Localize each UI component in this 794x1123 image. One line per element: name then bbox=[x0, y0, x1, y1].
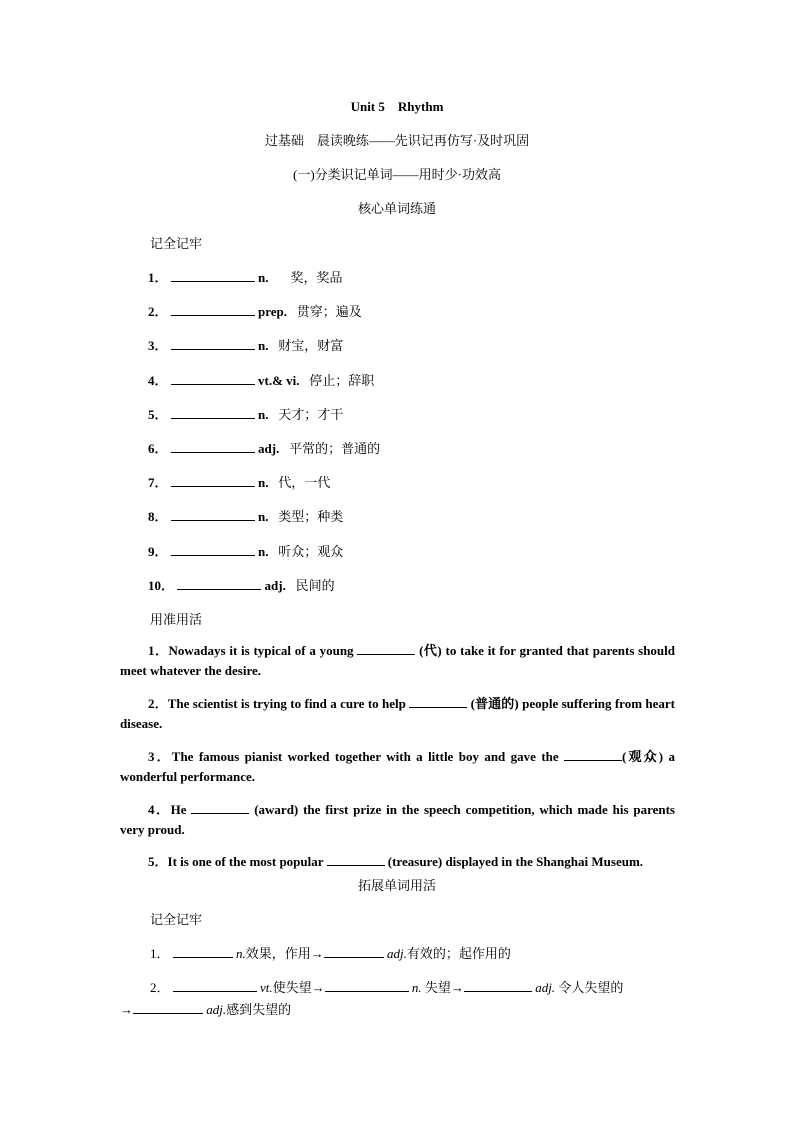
sentence-hint: (普通的) bbox=[470, 696, 519, 711]
sentence-text-before: He bbox=[170, 802, 187, 817]
item-number: 3． bbox=[148, 338, 168, 353]
item-number: 1． bbox=[148, 270, 168, 285]
item-number: 2． bbox=[150, 980, 170, 995]
answer-blank[interactable] bbox=[171, 303, 255, 316]
vocab-item bbox=[148, 506, 343, 525]
sentence-text-after: a wonderful performance. bbox=[120, 749, 675, 784]
section-title: 过基础 晨读晚练——先识记再仿写·及时巩固 bbox=[264, 133, 530, 148]
vocab-item bbox=[148, 438, 380, 457]
extension-title: 拓展单词用活 bbox=[357, 878, 436, 893]
part-of-speech: n. bbox=[258, 475, 269, 490]
meaning: 奖，奖品 bbox=[290, 270, 343, 285]
meaning: 天才；才干 bbox=[278, 407, 344, 422]
item-number: 7． bbox=[148, 475, 168, 490]
meaning: 财宝，财富 bbox=[278, 338, 344, 353]
answer-blank[interactable] bbox=[173, 979, 257, 992]
extension-item-2-line1 bbox=[150, 977, 623, 996]
part-of-speech: n. bbox=[258, 544, 269, 559]
item-number: 10． bbox=[148, 578, 175, 593]
part-of-speech: adj. bbox=[387, 946, 407, 961]
answer-blank[interactable] bbox=[191, 801, 249, 814]
arrow: → bbox=[120, 1002, 133, 1017]
answer-blank[interactable] bbox=[325, 979, 409, 992]
extension-item-1 bbox=[150, 943, 511, 962]
part-of-speech: adj. bbox=[264, 578, 286, 593]
item-number: 2． bbox=[148, 304, 168, 319]
core-title: 核心单词练通 bbox=[357, 201, 436, 216]
sentence-hint: (观众) bbox=[622, 749, 664, 764]
answer-blank[interactable] bbox=[357, 642, 415, 655]
part-of-speech: n. bbox=[258, 407, 269, 422]
sentence-text-after: people suffering from heart disease. bbox=[120, 696, 675, 731]
sentence-hint: (代) bbox=[419, 643, 442, 658]
meaning: 贯穿；遍及 bbox=[296, 304, 362, 319]
sentence-text-after: the first prize in the speech competition, which made his parents very proud. bbox=[120, 802, 675, 837]
sentence-item bbox=[120, 747, 675, 787]
part1-label: 记全记牢 bbox=[150, 236, 203, 251]
vocab-item bbox=[148, 335, 343, 354]
answer-blank[interactable] bbox=[171, 440, 255, 453]
meaning: 使失望→ bbox=[272, 980, 325, 995]
sentence-text-before: It is one of the most popular bbox=[167, 854, 324, 869]
meaning: 民间的 bbox=[295, 578, 335, 593]
answer-blank[interactable] bbox=[171, 372, 255, 385]
answer-blank[interactable] bbox=[171, 508, 255, 521]
answer-blank[interactable] bbox=[171, 406, 255, 419]
part2-label: 用准用活 bbox=[150, 612, 203, 627]
item-number: 6． bbox=[148, 441, 168, 456]
sentence-number: 4． bbox=[148, 802, 171, 817]
sentence-hint: (treasure) bbox=[387, 854, 443, 869]
part-of-speech: adj. bbox=[258, 441, 280, 456]
answer-blank[interactable] bbox=[171, 337, 255, 350]
answer-blank[interactable] bbox=[171, 543, 255, 556]
part-of-speech: n. bbox=[236, 946, 246, 961]
answer-blank[interactable] bbox=[327, 853, 385, 866]
extension-label: 记全记牢 bbox=[150, 912, 203, 927]
sentence-item bbox=[120, 852, 675, 872]
item-number: 5． bbox=[148, 407, 168, 422]
item-number: 8． bbox=[148, 509, 168, 524]
item-number: 9． bbox=[148, 544, 168, 559]
vocab-item bbox=[148, 541, 343, 560]
part-of-speech: n. bbox=[258, 509, 269, 524]
meaning: 代，一代 bbox=[278, 475, 331, 490]
part-of-speech: n. bbox=[411, 980, 422, 995]
meaning: 停止；辞职 bbox=[309, 373, 375, 388]
sentence-number: 3． bbox=[148, 749, 172, 764]
answer-blank[interactable] bbox=[171, 269, 255, 282]
answer-blank[interactable] bbox=[177, 577, 261, 590]
sentence-item bbox=[120, 800, 675, 840]
sentence-item bbox=[120, 694, 675, 734]
meaning: 感到失望的 bbox=[226, 1002, 292, 1017]
meaning: 令人失望的 bbox=[558, 980, 624, 995]
answer-blank[interactable] bbox=[324, 945, 384, 958]
sentence-number: 1． bbox=[148, 643, 169, 658]
answer-blank[interactable] bbox=[464, 979, 532, 992]
part-of-speech: n. bbox=[258, 270, 269, 285]
vocab-item bbox=[148, 267, 343, 286]
vocab-item bbox=[148, 404, 343, 423]
sentence-number: 5． bbox=[148, 854, 168, 869]
item-number: 1． bbox=[150, 946, 170, 961]
meaning: 效果，作用→ bbox=[245, 946, 324, 961]
vocab-item bbox=[148, 370, 374, 389]
answer-blank[interactable] bbox=[171, 474, 255, 487]
meaning: 有效的；起作用的 bbox=[406, 946, 511, 961]
sentence-text-before: The famous pianist worked together with a little boy and gave the bbox=[171, 749, 559, 764]
subsection-title: (一)分类识记单词——用时少·功效高 bbox=[293, 167, 501, 182]
meaning: 平常的；普通的 bbox=[289, 441, 381, 456]
extension-item-2-line2 bbox=[120, 999, 291, 1018]
part-of-speech: prep. bbox=[258, 304, 288, 319]
meaning: 类型；种类 bbox=[278, 509, 344, 524]
sentence-number: 2． bbox=[148, 696, 168, 711]
sentence-text-before: Nowadays it is typical of a young bbox=[168, 643, 354, 658]
meaning: 听众；观众 bbox=[278, 544, 344, 559]
part-of-speech: n. bbox=[258, 338, 269, 353]
vocab-item bbox=[148, 301, 362, 320]
part-of-speech: adj. bbox=[206, 1002, 227, 1017]
unit-title: Unit 5 Rhythm bbox=[350, 99, 444, 114]
sentence-text-before: The scientist is trying to find a cure to help bbox=[167, 696, 406, 711]
answer-blank[interactable] bbox=[173, 945, 233, 958]
sentence-text-after: to take it for granted that parents should meet whatever the desire. bbox=[120, 643, 676, 678]
vocab-item bbox=[148, 575, 335, 594]
sentence-item bbox=[120, 641, 675, 681]
item-number: 4． bbox=[148, 373, 168, 388]
sentence-text-after: displayed in the Shanghai Museum. bbox=[445, 854, 644, 869]
sentence-hint: (award) bbox=[254, 802, 299, 817]
answer-blank[interactable] bbox=[133, 1001, 203, 1014]
part-of-speech: vt. bbox=[260, 980, 273, 995]
part-of-speech: vt.& vi. bbox=[258, 373, 300, 388]
answer-blank[interactable] bbox=[409, 695, 467, 708]
meaning: 失望→ bbox=[424, 980, 464, 995]
answer-blank[interactable] bbox=[564, 748, 622, 761]
vocab-item bbox=[148, 472, 330, 491]
part-of-speech: adj. bbox=[535, 980, 556, 995]
